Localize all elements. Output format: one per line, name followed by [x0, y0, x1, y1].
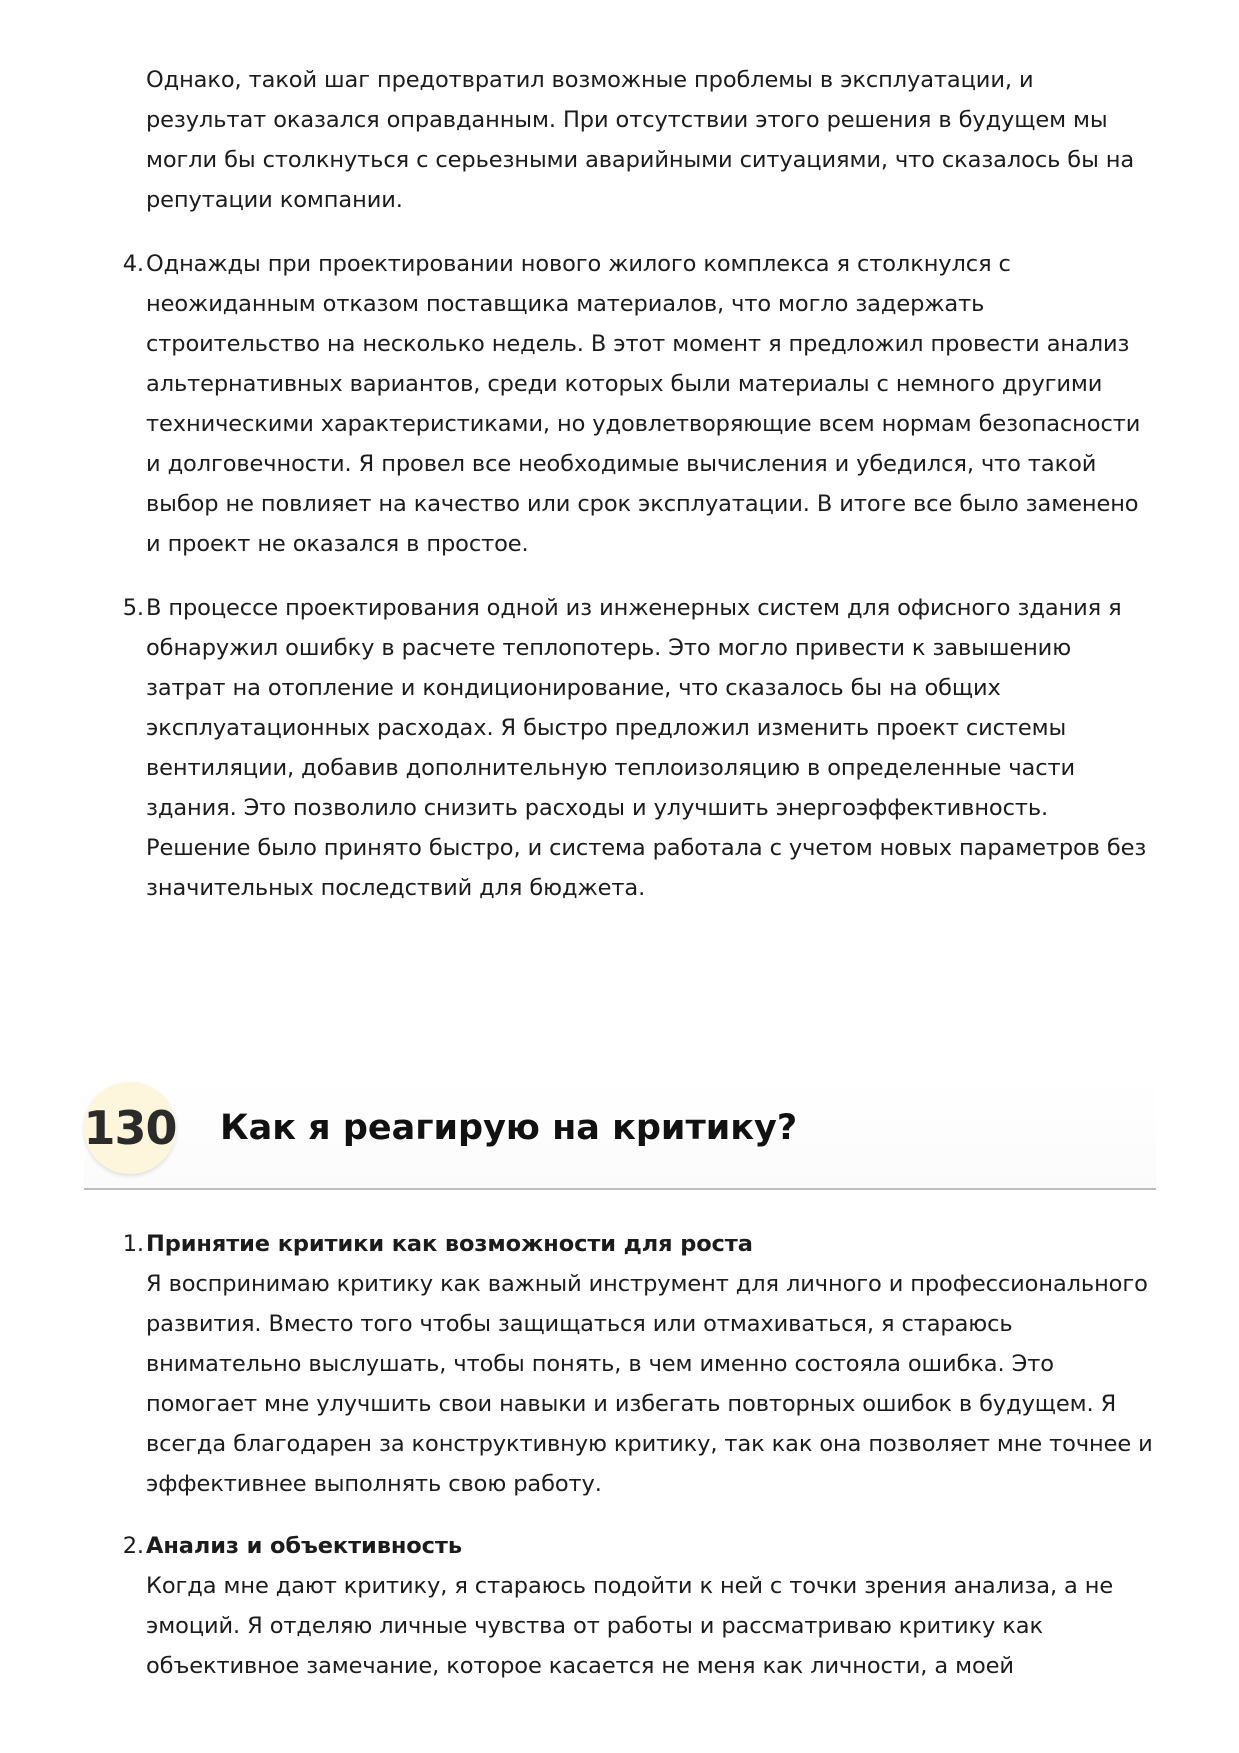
list-item-text: Однажды при проектировании нового жилого комплекса я столкнулся с неожиданным отказом поставщика материалов, что могло задержать строительство на несколько недель. В этот момент я предложил провести анализ альтернативных вариантов, среди которых были материалы с немного другими техническими характеристиками, но удовлетворяющие всем нормам безопасности и долговечности. Я провел все необходимые вычисления и убедился, что такой выбор не повлияет на качество или срок эксплуатации. В итоге все было заменено и проект не оказался в простое. — [146, 251, 1141, 557]
list-item-number: 4. — [122, 251, 144, 277]
list-item-title: Анализ и объективность — [146, 1533, 462, 1559]
section-item-1 — [122, 1224, 1156, 1504]
list-item-text: Когда мне дают критику, я стараюсь подойти к ней с точки зрения анализа, а не эмоций. Я отделяю личные чувства от работы и рассматриваю критику как объективное замечание, которое касается не меня как личности, а моей — [146, 1573, 1114, 1679]
intro-paragraph: Однако, такой шаг предотвратил возможные проблемы в эксплуатации, и результат оказался оправданным. При отсутствии этого решения в будущем мы могли бы столкнуться с серьезными аварийными ситуациями, что сказалось бы на репутации компании. — [146, 67, 1135, 213]
list-item-5 — [122, 588, 1156, 908]
list-item-number: 5. — [122, 595, 144, 621]
list-item-number: 2. — [122, 1533, 144, 1559]
list-item-4 — [122, 244, 1156, 564]
section-number-badge: 130 — [84, 1082, 176, 1174]
section-header — [84, 1080, 1156, 1190]
list-item-title: Принятие критики как возможности для роста — [146, 1231, 753, 1257]
list-item-text: В процессе проектирования одной из инженерных систем для офисного здания я обнаружил ошибку в расчете теплопотерь. Это могло привести к завышению затрат на отопление и кондиционирование, что сказалось бы на общих эксплуатационных расходах. Я быстро предложил изменить проект системы вентиляции, добавив дополнительную теплоизоляцию в определенные части здания. Это позволило снизить расходы и улучшить энергоэффективность. Решение было принято быстро, и система работала с учетом новых параметров без значительных последствий для бюджета. — [146, 595, 1147, 901]
section-title: Как я реагирую на критику? — [220, 1108, 798, 1148]
section-item-2 — [122, 1526, 1156, 1686]
list-item-number: 1. — [122, 1231, 144, 1257]
list-item-text: Я воспринимаю критику как важный инструмент для личного и профессионального развития. Вместо того чтобы защищаться или отмахиваться, я стараюсь внимательно выслушать, чтобы понять, в чем именно состояла ошибка. Это помогает мне улучшить свои навыки и избегать повторных ошибок в будущем. Я всегда благодарен за конструктивную критику, так как она позволяет мне точнее и эффективнее выполнять свою работу. — [146, 1271, 1153, 1497]
